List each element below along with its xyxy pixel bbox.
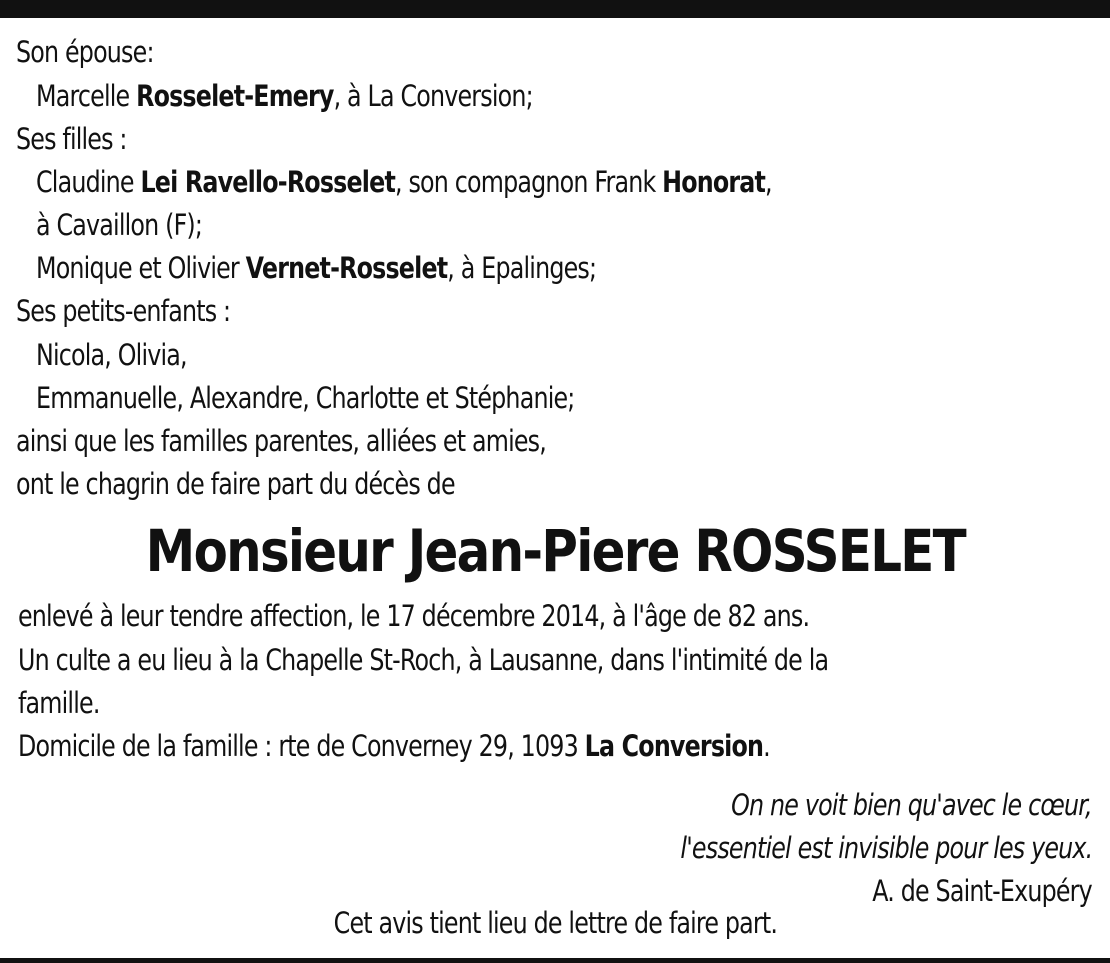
daughter1-line [36, 164, 772, 200]
deceased-name-text: Monsieur Jean-Piere ROSSELET [145, 517, 965, 585]
daughter1-companion: , son compagnon Frank [394, 165, 663, 199]
daughter1-surname: Lei Ravello-Rosselet [140, 165, 395, 199]
grandchildren-line-2: Emmanuelle, Alexandre, Charlotte et Stéphanie; [36, 381, 575, 415]
quote-line-2: l'essentiel est invisible pour les yeux. [680, 831, 1092, 865]
top-border-rule [0, 0, 1110, 18]
grandchildren-line-1: Nicola, Olivia, [36, 338, 187, 372]
daughter1-first-name: Claudine [36, 165, 141, 199]
daughter1-comma: , [765, 165, 772, 199]
bottom-border-rule [0, 958, 1110, 963]
details-line-2: Un culte a eu lieu à la Chapelle St-Roch, à Lausanne, dans l'intimité de la [18, 643, 829, 677]
relatives-line: ainsi que les familles parentes, alliées et amies, [16, 424, 546, 458]
daughter2-city: , à Epalinges; [447, 251, 597, 285]
spouse-surname: Rosselet-Emery [136, 79, 334, 113]
address-prefix: Domicile de la famille : rte de Converney 29, 1093 [18, 729, 585, 763]
closing-line [0, 905, 1110, 941]
deceased-name [0, 518, 1110, 584]
companion-surname: Honorat [662, 165, 766, 199]
daughter2-first-names: Monique et Olivier [36, 251, 246, 285]
daughters-heading: Ses filles : [16, 122, 127, 156]
address-suffix: . [763, 729, 770, 763]
spouse-line [36, 78, 533, 114]
daughter1-city: à Cavaillon (F); [36, 208, 203, 242]
details-line-3: famille. [18, 686, 100, 720]
daughter2-line [36, 250, 596, 286]
spouse-heading: Son épouse: [16, 35, 154, 69]
address-line [18, 728, 770, 764]
quote-author: A. de Saint-Exupéry [872, 874, 1092, 908]
closing-text: Cet avis tient lieu de lettre de faire part. [333, 906, 777, 940]
details-line-1: enlevé à leur tendre affection, le 17 décembre 2014, à l'âge de 82 ans. [18, 599, 810, 633]
daughter2-surname: Vernet-Rosselet [245, 251, 448, 285]
address-city: La Conversion [584, 729, 764, 763]
grandchildren-heading: Ses petits-enfants : [16, 294, 231, 328]
spouse-city: , à La Conversion; [333, 79, 533, 113]
spouse-first-name: Marcelle [36, 79, 137, 113]
quote-line-1: On ne voit bien qu'avec le cœur, [731, 788, 1092, 822]
announcement-line: ont le chagrin de faire part du décès de [16, 467, 455, 501]
